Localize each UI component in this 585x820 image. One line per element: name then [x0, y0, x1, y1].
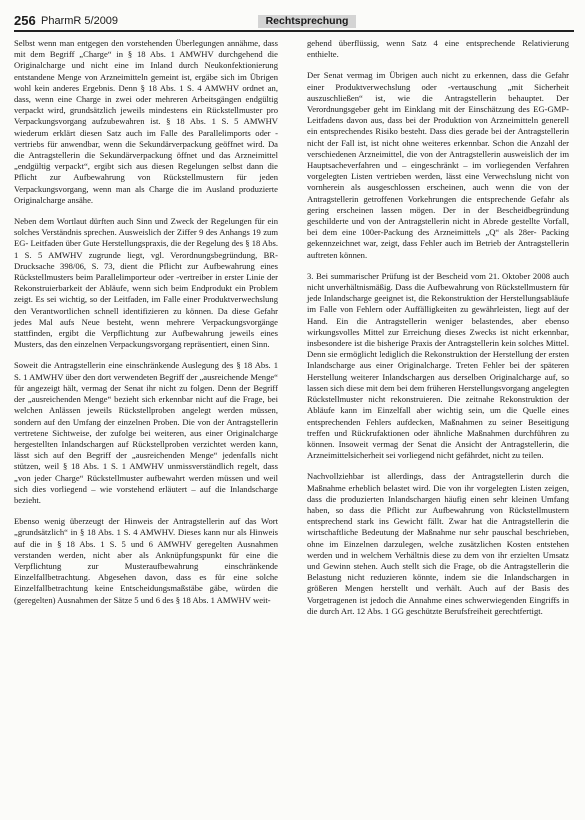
paragraph: Selbst wenn man entgegen den vorstehenden Überlegungen annähme, dass mit dem Begriff „Charge“ in § 18 Abs. 1 AMWHV durchgehend die Originalcharge und nicht eine im Inland durch Neukonfektionierung entstandene Menge von Arzneimitteln gemeint ist, ergäbe sich im Übrigen wohl kein anderes Ergebnis. Denn § 18 Abs. 1 S. 4 AMWHV ordnet an, dass, wenn eine Charge in zwei oder mehreren Arbeitsgängen endgültig verpackt wird, grundsätzlich jeweils mindestens ein Rückstellmuster pro Verpackungsvorgang aufzubewahren ist. § 18 Abs. 1 S. 5 AMWHV wiederum erklärt diesen Satz auch im Falle des Parallelimports oder -vertriebs für anwendbar, wenn die Sekundärverpackung geöffnet wird. Da die Antragstellerin die Sekundärverpackung öffnet und das Arzneimittel „endgültig verpackt“, ergibt sich aus diesen Regelungen selbst dann die Pflicht zur Aufbewahrung von Rückstellmustern für jeden Verpackungsvorgang, wenn man als Charge die im Ausland produzierte Originalcharge ansähe. — [14, 38, 278, 205]
paragraph: 3. Bei summarischer Prüfung ist der Bescheid vom 21. Oktober 2008 auch nicht unverhältnismäßig. Dass die Aufbewahrung von Rückstellmustern für jede Inlandscharge geeignet ist, die Rekonstruktion der Herstellungsabläufe im Falle von Fehlern oder Auffälligkeiten zu gewährleisten, liegt auf der Hand. Ein die Antragstellerin weniger belastendes, aber ebenso wirkungsvolles Mittel zur Erreichung dieses Zwecks ist nicht erkennbar, insbesondere ist die bisherige Praxis der Antragstellerin kein solches Mittel. Denn sie ermöglicht lediglich die Rekonstruktion der Herstellung der ersten Inlandscharge aus einer Originalcharge. Treten Fehler bei der späteren Herstellung weiterer Inlandschargen aus derselben Originalcharge auf, so lassen sich diese mit dem bei dem früheren Herstellungsvorgang angelegten Rückstellmuster nicht rekonstruieren. Die zeitnahe Rekonstruktion der Abläufe kann im Einzelfall aber wichtig sein, um die Quelle eines entsprechenden Fehlers aufdecken, Maßnahmen zu seiner Beseitigung treffen und Rückrufaktionen oder ähnliche Maßnahmen durchführen zu können. Insoweit vermag der Senat die Ansicht der Antragstellerin, die Arzneimittelsicherheit sei vorliegend nicht gefährdet, nicht zu teilen. — [307, 270, 569, 461]
left-column — [14, 38, 278, 606]
paragraph: Soweit die Antragstellerin eine einschränkende Auslegung des § 18 Abs. 1 S. 1 AMWHV über den dort verwendeten Begriff der „ausreichende Menge“ für angezeigt hält, vermag der Senat ihr nicht zu folgen. Denn der Begriff der „ausreichenden Menge“ bezieht sich erkennbar nicht auf die Frage, bei welchen Anlässen jeweils Rückstellproben angelegt werden müssen, sondern auf den Umfang der einzelnen Proben. Die von der Antragstellerin vertretene Sichtweise, der zufolge bei weiteren, aus einer Originalcharge hergestellten Inlandschargen auf Rückstellproben verzichtet werden kann, lässt sich auf den Begriff der „ausreichenden Menge“ jedenfalls nicht stützen, weil § 18 Abs. 1 S. 1 AMWHV unmissverständlich regelt, dass „von jeder Charge“ Rückstellmuster aufbewahrt werden müssen und weil sich dies vorliegend – wie vorstehend erläutert – auf die Inlandscharge bezieht. — [14, 360, 278, 505]
paragraph: Nachvollziehbar ist allerdings, dass der Antragstellerin durch die Maßnahme erheblich belastet wird. Die von ihr vorgelegten Listen zeigen, dass die produzierten Inlandschargen häufig einen sehr kleinen Umfang haben, so dass die Pflicht zur Aufbewahrung von Rückstellmustern entsprechend stark ins Gewicht fällt. Zwar hat die Antragstellerin die wirtschaftliche Bedeutung der Maßnahme nur sehr pauschal beschrieben, ohne im Einzelnen darzulegen, welche zusätzlichen Kosten entstehen werden und in welchem Verhältnis diese zu dem von ihr erzielten Umsatz und Gewinn stehen. Auch stellt sich die Frage, ob die Antragstellerin die Belastung nicht reduzieren könnte, indem sie die Inlandschargen in größeren Mengen herstellt und verhält. Auch auf der Basis des Vorgetragenen ist jedoch die Annahme eines schwerwiegenden Eingriffs in die durch Art. 12 Abs. 1 GG geschützte Berufsfreiheit gerechtfertigt. — [307, 471, 569, 616]
header-rule — [14, 30, 574, 32]
section-label: Rechtsprechung — [258, 15, 356, 28]
paragraph: Neben dem Wortlaut dürften auch Sinn und Zweck der Regelungen für ein solches Verständnis sprechen. Ausweislich der Ziffer 9 des Anhangs 19 zum EG- Leitfaden über Gute Herstellungspraxis, die der Regelung des § 18 Abs. 1 S. 5 AMWHV zugrunde liegt, vgl. Verordnungsbegründung, BR-Drucksache 398/06, S. 73, dient die Pflicht zur Aufbewahrung eines Rückstellmusters beim Parallelimporteur oder -vertreiber in erster Linie der Rekonstruierbarkeit der Abläufe, wenn sich beim Endprodukt ein Problem zeigt. Es sei wichtig, so der Leitfaden, im Falle einer Produktverwechslung den Verantwortlichen schnell identifizieren zu können. Da diese Gefahr jedes Mal aufs Neue besteht, wenn mehrere Verpackungsvorgänge stattfinden, ergibt die Verpflichtung zur Aufbewahrung jeweils eines Musters, das den einzelnen Verpackungsvorgang repräsentiert, einen Sinn. — [14, 216, 278, 350]
paragraph: gehend überflüssig, wenn Satz 4 eine entsprechende Relativierung enthielte. — [307, 38, 569, 60]
running-header — [14, 14, 574, 36]
journal-issue: PharmR 5/2009 — [41, 15, 119, 27]
paragraph: Ebenso wenig überzeugt der Hinweis der Antragstellerin auf das Wort „grundsätzlich“ in § 18 Abs. 1 S. 4 AMWHV. Dieses kann nur als Hinweis auf die in § 18 Abs. 1 S. 5 und 6 AMWHV geregelten Ausnahmen verstanden werden, nicht aber als Anknüpfungspunkt für eine die Verpflichtung zur Musteraufbewahrung einschränkende Einzelfallbetrachtung. Abgesehen davon, dass es für eine solche Einzelfallbetrachtung keine Entscheidungsmaßstäbe gäbe, würden die (geregelten) Ausnahmen der Sätze 5 und 6 des § 18 Abs. 1 AMWHV weit- — [14, 516, 278, 605]
page-number: 256 — [14, 13, 36, 28]
paragraph: Der Senat vermag im Übrigen auch nicht zu erkennen, dass die Gefahr einer Produktverwechslung oder -vertauschung „mit Sicherheit auszuschließen“ ist, wie die Antragstellerin behauptet. Der Verordnungsgeber geht im Einklang mit der Einschätzung des EG-GMP-Leitfadens davon aus, dass bei der Produktion von Arzneimitteln generell ein entsprechendes Risiko besteht. Dass dies gerade bei der Antragstellerin nicht der Fall ist, ist nicht ohne weiteres erkennbar. Schon die Anzahl der verschiedenen Arzneimittel, die von der Antragstellerin ausweislich der im Hauptsacheverfahren und – eingeschränkt – im vorliegenden Verfahren vorgelegten Listen vertrieben werden, lässt eine Verwechslung nicht von vornherein als ausgeschlossen erscheinen, auch wenn die von der Antragstellerin getroffenen Vorkehrungen die entsprechende Gefahr als gering erscheinen lassen mögen. Der in der Bescheidbegründung geschilderte und von der Antragstellerin nicht in Abrede gestellte Vorfall, bei dem eine 100er-Packung des Arzneimittels „Q“ als 28er- Packing gekennzeichnet war, zeigt, dass Fehler auch im Betrieb der Antragstellerin auftreten können. — [307, 70, 569, 260]
right-column — [307, 38, 569, 617]
